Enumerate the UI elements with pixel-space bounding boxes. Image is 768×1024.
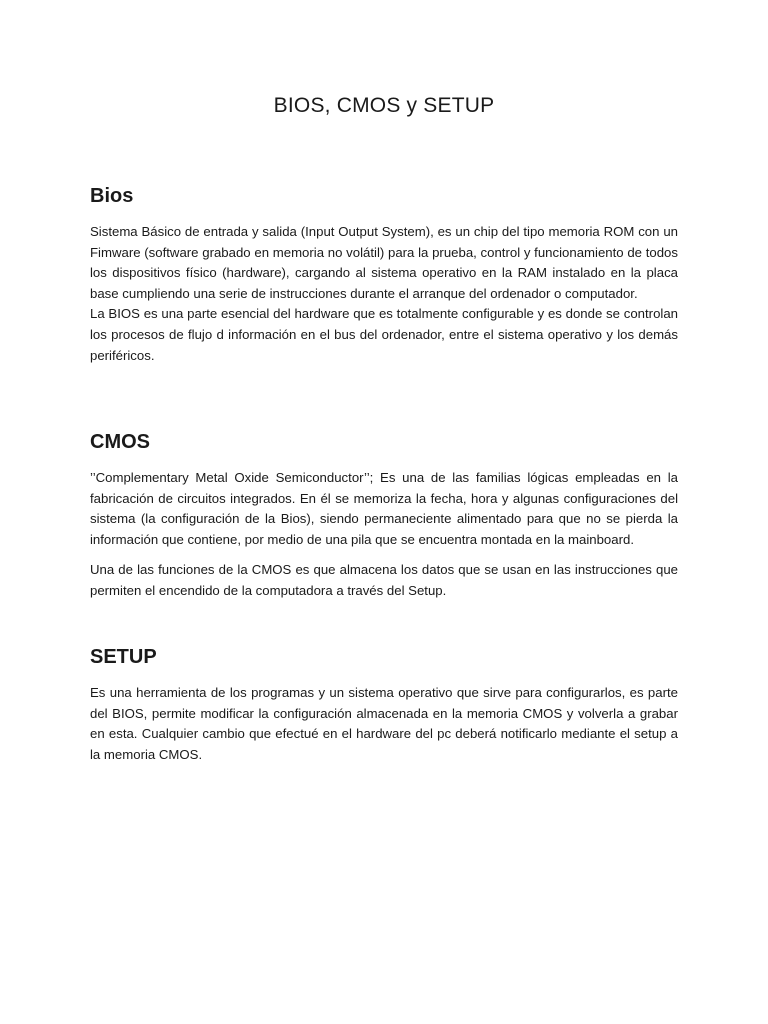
cmos-paragraph-1: ’’Complementary Metal Oxide Semiconductor’’; Es una de las familias lógicas empleadas en la fabricación de circuitos integrados. En él se memoriza la fecha, hora y algunas configuraciones del sistema (la configuración de la Bios), siendo permaneciente alimentado para que no se pierda la información que contiene, por medio de una pila que se encuentra montada en la mainboard. (90, 470, 678, 547)
page-title: BIOS, CMOS y SETUP (273, 94, 495, 117)
bios-paragraph-2: La BIOS es una parte esencial del hardware que es totalmente configurable y es donde se controlan los procesos de flujo d información en el bus del ordenador, entre el sistema operativo y los demás periféricos. (90, 306, 678, 363)
section-cmos (90, 430, 678, 602)
section-setup (90, 645, 678, 765)
setup-paragraph-1: Es una herramienta de los programas y un sistema operativo que sirve para configurarlos, es parte del BIOS, permite modificar la configuración almacenada en la memoria CMOS y volverla a grabar en esta. Cualquier cambio que efectué en el hardware del pc deberá notificarlo mediante el setup a la memoria CMOS. (90, 685, 678, 762)
section-heading-bios: Bios (90, 185, 134, 207)
bios-paragraph-1: Sistema Básico de entrada y salida (Input Output System), es un chip del tipo memoria ROM con un Fimware (software grabado en memoria no volátil) para la prueba, control y funcionamiento de todos los dispositivos físico (hardware), cargando al sistema operativo en la RAM instalado en la placa base cumpliendo una serie de instrucciones durante el arranque del ordenador o computador. (90, 224, 678, 301)
section-heading-setup: SETUP (90, 646, 157, 668)
cmos-paragraph-2: Una de las funciones de la CMOS es que almacena los datos que se usan en las instrucciones que permiten el encendido de la computadora a través del Setup. (90, 562, 678, 598)
section-bios (90, 184, 678, 366)
section-heading-cmos: CMOS (90, 431, 150, 453)
